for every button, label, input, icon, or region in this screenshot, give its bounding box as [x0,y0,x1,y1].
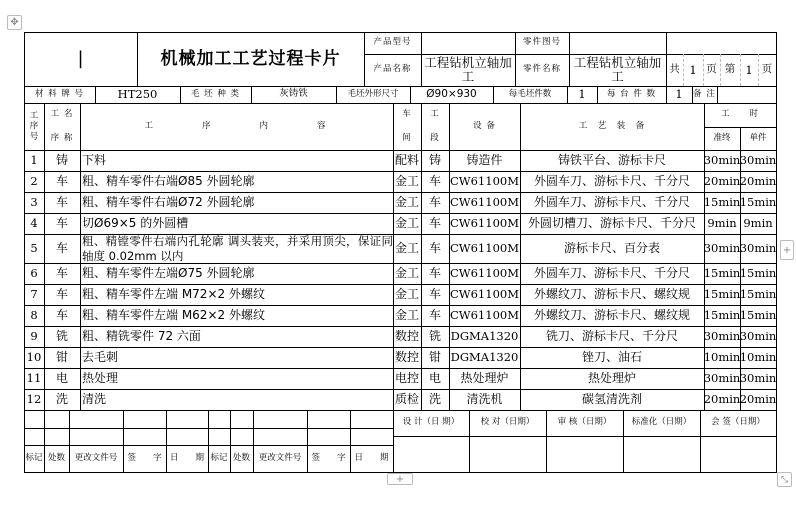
op-unit-time[interactable]: 10min [740,350,776,365]
op-number: 1 [30,153,38,168]
per-unit-value[interactable]: 1 [675,87,683,102]
grid-line-h [24,472,777,473]
table-move-handle[interactable]: ✥ [7,15,22,30]
col-op-name-top: 工 名 [50,109,74,120]
op-prep-time[interactable]: 20min [704,392,740,407]
revision-header-label: 签 字 [311,452,346,463]
op-prep-time[interactable]: 20min [704,174,740,189]
signoff-label: 校 对（日期） [480,417,535,428]
op-workshop[interactable]: 金工 [394,286,419,301]
signoff-label: 设 计（日 期） [402,417,460,428]
op-workshop[interactable]: 配料 [394,152,419,167]
per-blank-value[interactable]: 1 [578,87,586,102]
signoff-label: 标准化（日期） [631,417,692,428]
op-name[interactable]: 车 [55,286,68,301]
op-unit-time[interactable]: 30min [740,241,776,256]
op-equipment[interactable]: 清洗机 [466,391,503,406]
op-section[interactable]: 车 [428,240,441,255]
op-unit-time[interactable]: 9min [743,216,773,231]
op-tooling[interactable]: 游标卡尺、百分表 [563,240,660,255]
op-workshop[interactable]: 电控 [394,370,419,385]
op-equipment[interactable]: DGMA1320 [450,329,519,344]
op-equipment[interactable]: CW61100M [450,308,519,323]
revision-header-label: 日 期 [169,452,204,463]
op-number: 3 [30,195,38,210]
revision-header-label: 日 期 [354,452,389,463]
op-number: 12 [26,392,42,407]
revision-header-label: 更改文件号 [258,452,302,463]
col-section [421,103,449,150]
op-workshop[interactable]: 数控 [394,328,419,343]
product-name-value[interactable]: 工程钻机立轴加工 [424,55,512,84]
op-content[interactable]: 切Ø69×5 的外圆槽 [82,215,189,230]
op-equipment[interactable]: CW61100M [450,241,519,256]
per-unit-label: 每 台 件 数 [606,88,657,99]
op-content[interactable]: 去毛刺 [82,349,119,364]
op-unit-time[interactable]: 15min [740,308,776,323]
op-equipment[interactable]: CW61100M [450,195,519,210]
signoff-field[interactable] [393,436,469,472]
op-workshop[interactable]: 数控 [394,349,419,364]
op-section[interactable]: 电 [428,370,441,385]
op-name[interactable]: 钳 [55,349,68,364]
blank-type-value[interactable]: 灰铸铁 [279,88,308,100]
op-unit-time[interactable]: 20min [740,392,776,407]
op-number: 9 [30,329,38,344]
op-workshop[interactable]: 质检 [394,391,419,406]
op-section[interactable]: 车 [428,173,441,188]
col-unit-time: 单件 [749,132,767,143]
col-section-top: 工 [430,109,440,120]
pages-unit-label: 页 [706,63,717,76]
per-blank-label: 每毛坯件数 [508,88,552,99]
op-name[interactable]: 车 [55,265,68,280]
op-number: 11 [26,371,42,386]
op-number: 2 [30,174,38,189]
op-name[interactable]: 洗 [55,391,68,406]
op-equipment[interactable]: 热处理炉 [460,370,509,385]
product-model-value[interactable] [421,32,515,54]
col-op-name-bottom: 序 称 [50,132,74,143]
op-section[interactable]: 钳 [428,349,441,364]
remark-label: 备 注 [693,88,716,99]
op-unit-time[interactable]: 15min [740,266,776,281]
col-workshop [393,103,421,150]
total-pages-value: 1 [689,62,697,77]
op-content[interactable]: 粗、精车零件左端 M72×2 外螺纹 [82,286,265,301]
revision-header-label: 更改文件号 [74,452,118,463]
op-content[interactable]: 热处理 [82,370,119,385]
op-prep-time[interactable]: 9min [707,216,737,231]
op-unit-time[interactable]: 15min [740,287,776,302]
op-name[interactable]: 电 [55,370,68,385]
blank-size-label: 毛坯外形尺寸 [347,88,399,99]
signoff-field[interactable] [469,436,546,472]
remark-value[interactable] [717,86,776,103]
col-equipment: 设 备 [473,120,496,131]
col-time: 工 时 [720,109,759,120]
col-op-name [44,103,80,150]
op-tooling[interactable]: 外圆切槽刀、游标卡尺、千分尺 [527,215,696,230]
op-workshop[interactable]: 金工 [394,240,419,255]
add-row-button[interactable]: + [387,473,413,485]
op-section[interactable]: 车 [428,215,441,230]
op-content[interactable]: 粗、精车零件左端Ø75 外圆轮廓 [82,265,255,280]
op-prep-time[interactable]: 15min [704,308,740,323]
op-tooling[interactable]: 铸铁平台、游标卡尺 [557,152,666,167]
op-prep-time[interactable]: 10min [704,350,740,365]
op-content[interactable]: 粗、精车零件右端Ø85 外圆轮廓 [82,173,255,188]
op-name[interactable]: 铸 [55,152,68,167]
col-op-no [24,103,44,150]
col-prep-time: 准终 [713,132,731,143]
op-workshop[interactable]: 金工 [394,307,419,322]
op-number: 5 [30,241,38,256]
op-equipment[interactable]: CW61100M [450,266,519,281]
col-content: 工 序 内 容 [144,120,329,131]
op-tooling[interactable]: 外圆车刀、游标卡尺、千分尺 [533,265,690,280]
revision-header-label: 标记 [210,452,228,463]
col-workshop-top: 车 [402,109,412,120]
revision-header-label: 签 字 [127,452,162,463]
page-title: 机械加工工艺过程卡片 [160,48,341,69]
op-tooling[interactable]: 铣刀、游标卡尺、千分尺 [545,328,678,343]
op-name[interactable]: 车 [55,194,68,209]
op-name[interactable]: 车 [55,215,68,230]
op-unit-time[interactable]: 15min [740,195,776,210]
part-name-value[interactable]: 工程钻机立轴加工 [573,55,662,84]
op-number: 6 [30,266,38,281]
col-op-no-line2: 序 [29,121,39,132]
signoff-field[interactable] [700,436,776,472]
op-workshop[interactable]: 金工 [394,173,419,188]
total-pages-label: 共 [669,63,680,76]
material-value[interactable]: HT250 [117,87,158,102]
blank-type-label: 毛 坯 种 类 [190,88,241,99]
op-prep-time[interactable]: 15min [704,195,740,210]
grid-line-v [776,32,777,473]
add-column-button[interactable]: + [780,240,794,260]
op-section[interactable]: 洗 [428,391,441,406]
grid-line-h [24,428,394,429]
op-equipment[interactable]: CW61100M [450,174,519,189]
op-name[interactable]: 铣 [55,328,68,343]
op-workshop[interactable]: 金工 [394,265,419,280]
op-unit-time[interactable]: 20min [740,174,776,189]
op-section[interactable]: 车 [428,307,441,322]
op-equipment[interactable]: DGMA1320 [450,350,519,365]
product-model-label: 产品型号 [373,37,412,48]
op-number: 7 [30,287,38,302]
op-number: 10 [26,350,42,365]
op-content[interactable]: 下料 [82,152,107,167]
op-content[interactable]: 清洗 [82,391,107,406]
op-name[interactable]: 车 [55,240,68,255]
material-label: 材 料 牌 号 [34,88,85,99]
col-tooling: 工 艺 装 备 [578,120,646,131]
op-number: 8 [30,308,38,323]
page-no-label: 第 [724,63,736,76]
op-content[interactable]: 粗、精镗零件右端内孔轮廓 调头装夹，并采用顶尖，保证同轴度 0.02mm 以内 [82,234,393,263]
part-drawing-label: 零件图号 [522,37,561,48]
op-tooling[interactable]: 外螺纹刀、游标卡尺、螺纹规 [533,286,690,301]
col-section-bottom: 段 [430,132,440,143]
op-workshop[interactable]: 金工 [394,194,419,209]
op-equipment[interactable]: CW61100M [450,216,519,231]
op-tooling[interactable]: 锉刀、油石 [581,349,642,364]
col-op-no-line1: 工 [29,110,39,121]
part-drawing-value[interactable] [569,32,666,54]
page-no-value: 1 [745,62,753,77]
op-number: 4 [30,216,38,231]
op-tooling[interactable]: 热处理炉 [587,370,636,385]
op-name[interactable]: 车 [55,307,68,322]
op-section[interactable]: 铸 [428,152,441,167]
op-unit-time[interactable]: 30min [740,329,776,344]
product-name-label: 产品名称 [373,64,412,75]
revision-header-label: 标记 [25,452,43,463]
op-section[interactable]: 车 [428,194,441,209]
op-tooling[interactable]: 外圆车刀、游标卡尺、千分尺 [533,194,690,209]
op-equipment[interactable]: 铸造件 [466,152,503,167]
op-section[interactable]: 车 [428,265,441,280]
col-op-no-line3: 号 [29,131,39,142]
op-prep-time[interactable]: 15min [704,287,740,302]
op-prep-time[interactable]: 30min [704,153,740,168]
page-unit-label: 页 [761,63,773,76]
revision-header-label: 处数 [232,452,250,463]
col-workshop-bottom: 间 [402,132,412,143]
op-section[interactable]: 铣 [428,328,441,343]
op-content[interactable]: 粗、精车零件左端 M62×2 外螺纹 [82,307,265,322]
op-tooling[interactable]: 外螺纹刀、游标卡尺、螺纹规 [533,307,690,322]
op-unit-time[interactable]: 30min [740,371,776,386]
op-prep-time[interactable]: 15min [704,266,740,281]
op-content[interactable]: 粗、精铣零件 72 六面 [82,328,201,343]
op-prep-time[interactable]: 30min [704,371,740,386]
op-workshop[interactable]: 金工 [394,215,419,230]
op-prep-time[interactable]: 30min [704,241,740,256]
blank-size-value[interactable]: Ø90×930 [426,87,477,100]
revision-header-label: 处数 [47,452,65,463]
op-unit-time[interactable]: 30min [740,153,776,168]
op-equipment[interactable]: CW61100M [450,287,519,302]
op-content[interactable]: 粗、精车零件右端Ø72 外圆轮廓 [82,194,255,209]
op-tooling[interactable]: 碳氢清洗剂 [581,391,642,406]
op-name[interactable]: 车 [55,173,68,188]
table-resize-handle[interactable]: ⤡ [777,472,792,487]
signoff-field[interactable] [623,436,700,472]
signoff-label: 会 签（日期） [711,417,765,428]
part-name-label: 零件名称 [522,64,561,75]
op-section[interactable]: 车 [428,286,441,301]
signoff-label: 审 核（日期） [557,417,612,428]
signoff-field[interactable] [546,436,623,472]
op-prep-time[interactable]: 30min [704,329,740,344]
op-tooling[interactable]: 外圆车刀、游标卡尺、千分尺 [533,173,690,188]
logo-mark: | [77,48,84,70]
